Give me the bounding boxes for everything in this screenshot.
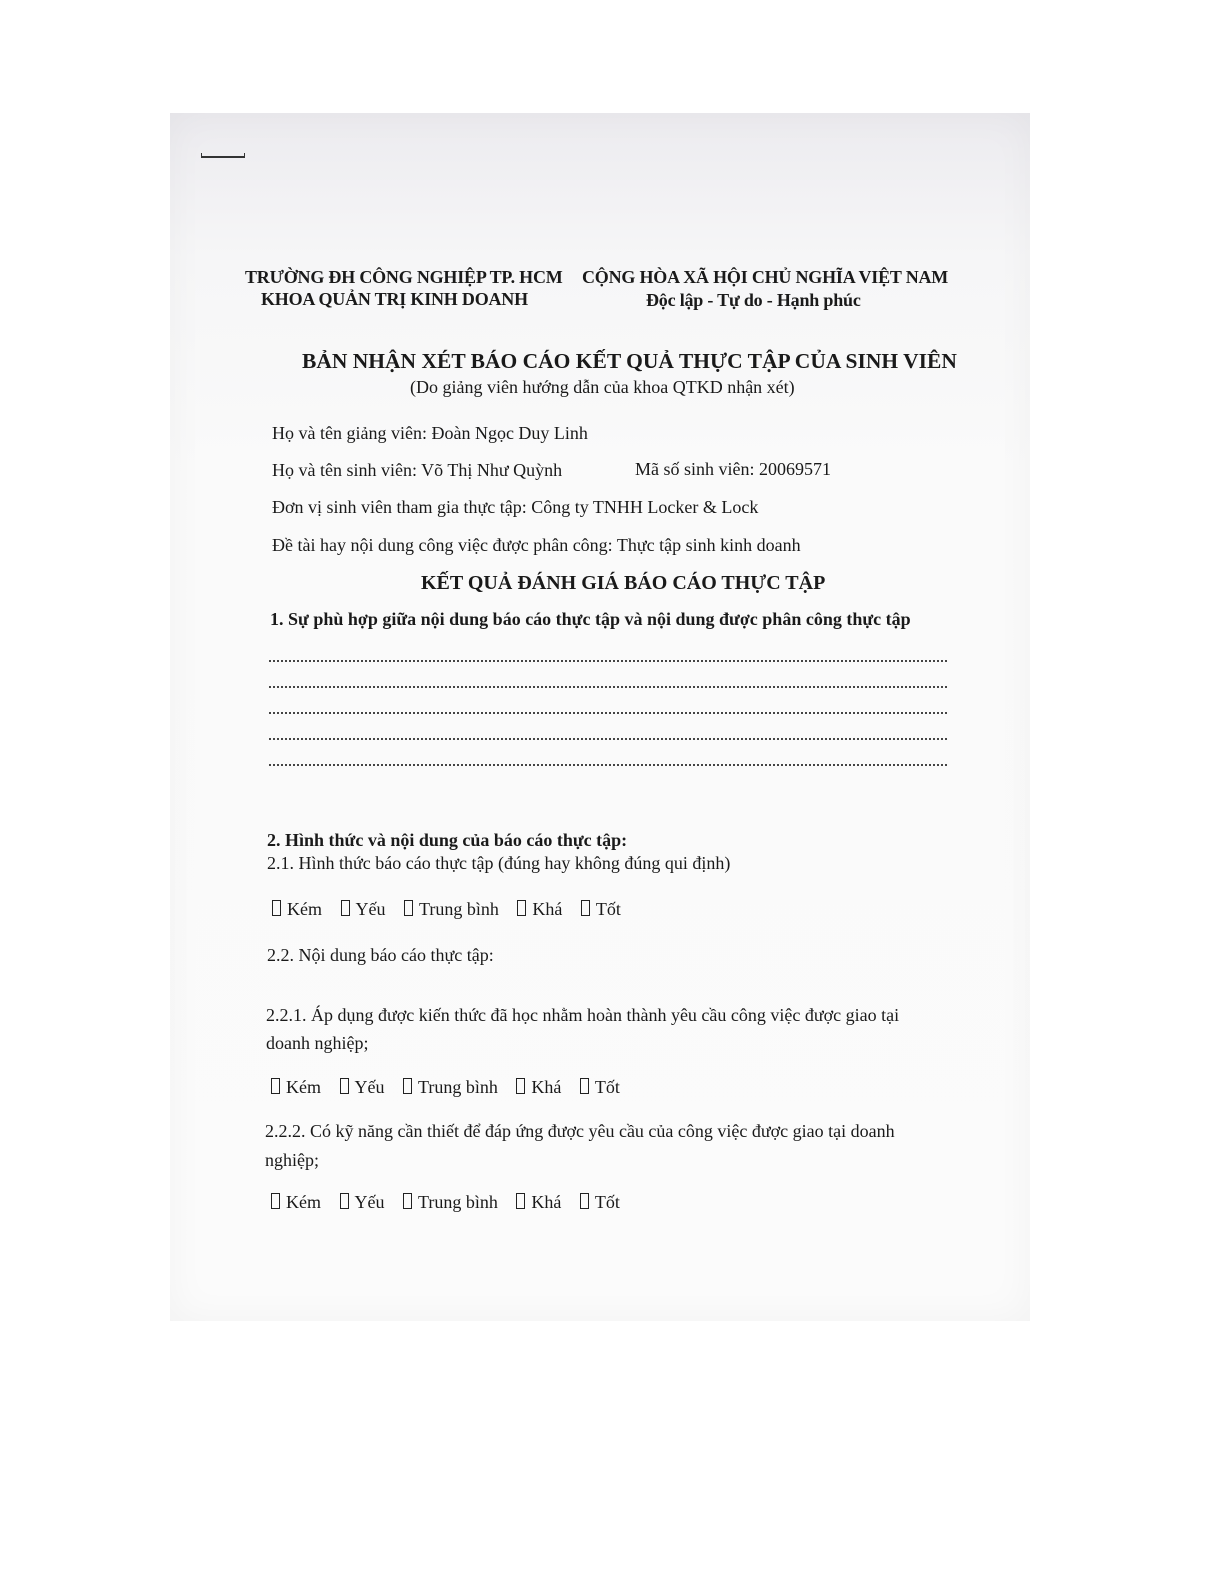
rating-option-yeu[interactable]: Yếu xyxy=(340,1077,385,1098)
rating-row-knowledge xyxy=(271,1077,634,1098)
checkbox-icon[interactable] xyxy=(516,1193,525,1209)
corner-mark xyxy=(201,153,245,158)
rating-option-trung-binh[interactable]: Trung bình xyxy=(403,1192,498,1213)
section-2-2-1-line-1: 2.2.1. Áp dụng được kiến thức đã học nhằm hoàn thành yêu cầu công việc được giao tại xyxy=(266,1005,900,1025)
school-name: TRƯỜNG ĐH CÔNG NGHIỆP TP. HCM xyxy=(245,267,563,287)
rating-option-tot[interactable]: Tốt xyxy=(580,1192,620,1213)
rating-option-kem[interactable]: Kém xyxy=(271,1077,321,1098)
checkbox-icon[interactable] xyxy=(341,900,350,916)
checkbox-icon[interactable] xyxy=(403,1078,412,1094)
rating-option-yeu[interactable]: Yếu xyxy=(340,1192,385,1213)
rating-row-format xyxy=(272,899,635,920)
rating-option-kha[interactable]: Khá xyxy=(516,1077,561,1098)
internship-company: Đơn vị sinh viên tham gia thực tập: Công ty TNHH Locker & Lock xyxy=(272,497,759,517)
document-title: BẢN NHẬN XÉT BÁO CÁO KẾT QUẢ THỰC TẬP CỦA SINH VIÊN xyxy=(302,349,957,373)
results-heading: KẾT QUẢ ĐÁNH GIÁ BÁO CÁO THỰC TẬP xyxy=(421,572,826,594)
checkbox-icon[interactable] xyxy=(580,1193,589,1209)
section-1-heading: 1. Sự phù hợp giữa nội dung báo cáo thực tập và nội dung được phân công thực tập xyxy=(270,609,911,629)
checkbox-icon[interactable] xyxy=(340,1078,349,1094)
national-title: CỘNG HÒA XÃ HỘI CHỦ NGHĨA VIỆT NAM xyxy=(582,267,949,287)
faculty-name: KHOA QUẢN TRỊ KINH DOANH xyxy=(261,289,528,309)
comment-line xyxy=(269,764,947,766)
comment-line xyxy=(269,686,947,688)
checkbox-icon[interactable] xyxy=(271,1193,280,1209)
national-motto: Độc lập - Tự do - Hạnh phúc xyxy=(646,290,861,310)
checkbox-icon[interactable] xyxy=(404,900,413,916)
rating-option-tot[interactable]: Tốt xyxy=(581,899,621,920)
comment-line xyxy=(269,712,947,714)
rating-row-skills xyxy=(271,1192,634,1213)
checkbox-icon[interactable] xyxy=(517,900,526,916)
checkbox-icon[interactable] xyxy=(580,1078,589,1094)
rating-option-kha[interactable]: Khá xyxy=(516,1192,561,1213)
section-2-2-heading: 2.2. Nội dung báo cáo thực tập: xyxy=(267,945,494,965)
section-2-2-2-line-2: nghiệp; xyxy=(265,1150,319,1170)
checkbox-icon[interactable] xyxy=(516,1078,525,1094)
checkbox-icon[interactable] xyxy=(340,1193,349,1209)
comment-line xyxy=(269,738,947,740)
rating-option-kha[interactable]: Khá xyxy=(517,899,562,920)
checkbox-icon[interactable] xyxy=(272,900,281,916)
section-2-1-heading: 2.1. Hình thức báo cáo thực tập (đúng hay không đúng qui định) xyxy=(267,853,731,873)
section-2-2-2-line-1: 2.2.2. Có kỹ năng cần thiết để đáp ứng được yêu cầu của công việc được giao tại doanh xyxy=(265,1121,895,1141)
checkbox-icon[interactable] xyxy=(581,900,590,916)
rating-option-trung-binh[interactable]: Trung bình xyxy=(403,1077,498,1098)
section-2-heading: 2. Hình thức và nội dung của báo cáo thực tập: xyxy=(267,830,628,850)
student-name: Họ và tên sinh viên: Võ Thị Như Quỳnh xyxy=(272,460,563,480)
rating-option-kem[interactable]: Kém xyxy=(272,899,322,920)
rating-option-yeu[interactable]: Yếu xyxy=(341,899,386,920)
assigned-topic: Đề tài hay nội dung công việc được phân công: Thực tập sinh kinh doanh xyxy=(272,535,801,555)
student-id: Mã số sinh viên: 20069571 xyxy=(635,459,831,479)
rating-option-kem[interactable]: Kém xyxy=(271,1192,321,1213)
document-subtitle: (Do giảng viên hướng dẫn của khoa QTKD nhận xét) xyxy=(410,377,795,397)
section-2-2-1-line-2: doanh nghiệp; xyxy=(266,1033,369,1053)
lecturer-name: Họ và tên giảng viên: Đoàn Ngọc Duy Linh xyxy=(272,423,588,443)
checkbox-icon[interactable] xyxy=(271,1078,280,1094)
comment-line xyxy=(269,660,947,662)
checkbox-icon[interactable] xyxy=(403,1193,412,1209)
rating-option-trung-binh[interactable]: Trung bình xyxy=(404,899,499,920)
rating-option-tot[interactable]: Tốt xyxy=(580,1077,620,1098)
